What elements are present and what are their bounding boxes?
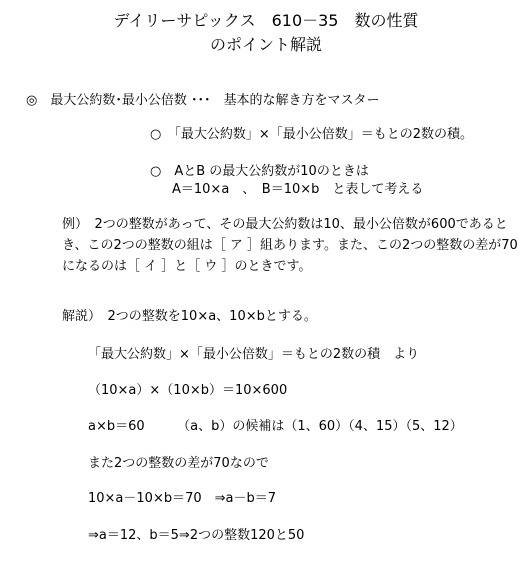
solution-intro: 解説） 2つの整数を10×a、10×bとする。 bbox=[62, 309, 317, 324]
solution-step-5: 10×a－10×b＝70 ⇒a－b＝7 bbox=[88, 491, 277, 506]
example-line-1: 例） 2つの整数があって、その最大公約数は10、最小公倍数が600であると bbox=[62, 217, 508, 232]
title-line-1: デイリーサピックス 610－35 数の性質 bbox=[113, 11, 419, 30]
solution-step-1: 「最大公約数」×「最小公倍数」＝もとの2数の積 より bbox=[88, 347, 420, 362]
point-representation: A＝10×a 、 B＝10×b と表して考える bbox=[172, 182, 424, 197]
solution-step-2: （10×a）×（10×b）＝10×600 bbox=[88, 383, 288, 398]
point-gcd-condition: ○ AとB の最大公約数が10のときは bbox=[150, 164, 369, 179]
example-problem bbox=[62, 214, 518, 277]
solution-step-6: ⇒a＝12、b＝5⇒2つの整数120と50 bbox=[88, 528, 305, 543]
solution-step-3: a×b＝60 （a、b）の候補は（1、60）（4、15）（5、12） bbox=[88, 419, 463, 434]
section-heading: ◎ 最大公約数･最小公倍数 ･･･ 基本的な解き方をマスター bbox=[26, 93, 380, 108]
example-line-2: き、この2つの整数の組は［ ア ］組あります。また、この2つの整数の差が70 bbox=[62, 238, 518, 253]
solution-step-4: また2つの整数の差が70なので bbox=[88, 456, 269, 471]
example-line-3: になるのは［ イ ］と［ ウ ］のときです。 bbox=[62, 259, 312, 274]
title-line-2: のポイント解説 bbox=[209, 35, 322, 54]
point-product-rule: ○ 「最大公約数」×「最小公倍数」＝もとの2数の積。 bbox=[150, 127, 474, 142]
